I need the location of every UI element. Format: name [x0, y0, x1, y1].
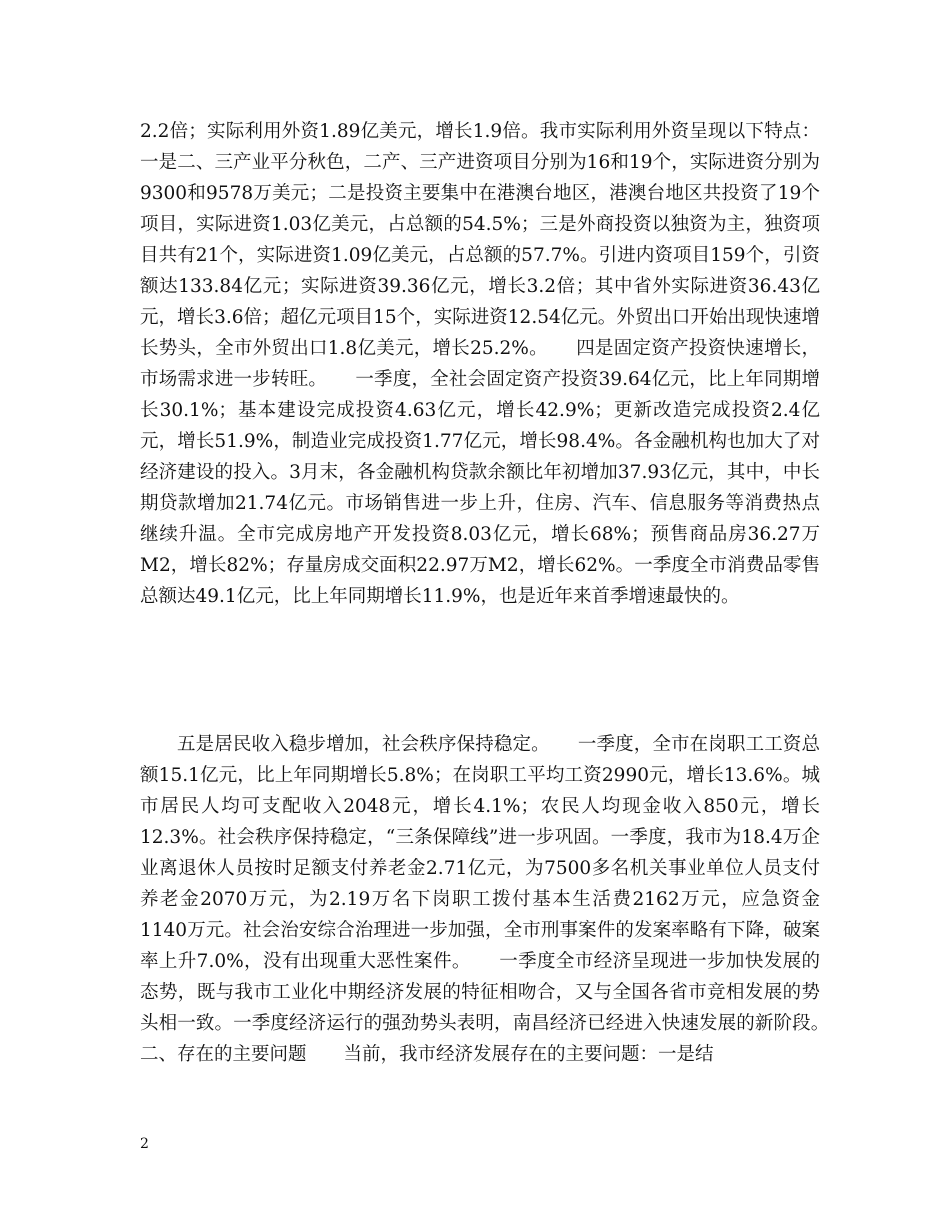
body-paragraph-2: 五是居民收入稳步增加，社会秩序保持稳定。 一季度，全市在岗职工工资总额15.1亿元，比上年同期增长5.8%；在岗职工平均工资2990元，增长13.6%。城市居民人均可支配收入2048元，增长4.1%；农民人均现金收入850元，增长12.3%。社会秩序保持稳定，“三条保障线”进一步巩固。一季度，我市为18.4万企业离退休人员按时足额支付养老金2.71亿元，为7500多名机关事业单位人员支付养老金2070万元，为2.19万名下岗职工拨付基本生活费2162万元，应急资金1140万元。社会治安综合治理进一步加强，全市刑事案件的发案率略有下降，破案率上升7.0%，没有出现重大恶性案件。 一季度全市经济呈现进一步加快发展的态势，既与我市工业化中期经济发展的特征相吻合，又与全国各省市竞相发展的势头相一致。一季度经济运行的强劲势头表明，南昌经济已经进入快速发展的新阶段。 二、存在的主要问题 当前，我市经济发展存在的主要问题：一是结	[140, 734, 858, 1065]
body-paragraph-1: 2.2倍；实际利用外资1.89亿美元，增长1.9倍。我市实际利用外资呈现以下特点：一是二、三产业平分秋色，二产、三产进资项目分别为16和19个，实际进资分别为9300和9578万美元；二是投资主要集中在港澳台地区，港澳台地区共投资了19个项目，实际进资1.03亿美元，占总额的54.5%；三是外商投资以独资为主，独资项目共有21个，实际进资1.09亿美元，占总额的57.7%。引进内资项目159个，引资额达133.84亿元；实际进资39.36亿元，增长3.2倍；其中省外实际进资36.43亿元，增长3.6倍；超亿元项目15个，实际进资12.54亿元。外贸出口开始出现快速增长势头，全市外贸出口1.8亿美元，增长25.2%。 四是固定资产投资快速增长，市场需求进一步转旺。 一季度，全社会固定资产投资39.64亿元，比上年同期增长30.1%；基本建设完成投资4.63亿元，增长42.9%；更新改造完成投资2.4亿元，增长51.9%，制造业完成投资1.77亿元，增长98.4%。各金融机构也加大了对经济建设的投入。3月末，各金融机构贷款余额比年初增加37.93亿元，其中，中长期贷款增加21.74亿元。市场销售进一步上升，住房、汽车、信息服务等消费热点继续升温。全市完成房地产开发投资8.03亿元，增长68%；预售商品房36.27万M2，增长82%；存量房成交面积22.97万M2，增长62%。一季度全市消费品零售总额达49.1亿元，比上年同期增长11.9%，也是近年来首季增速最快的。	[140, 121, 820, 607]
page-number: 2	[140, 1136, 149, 1152]
